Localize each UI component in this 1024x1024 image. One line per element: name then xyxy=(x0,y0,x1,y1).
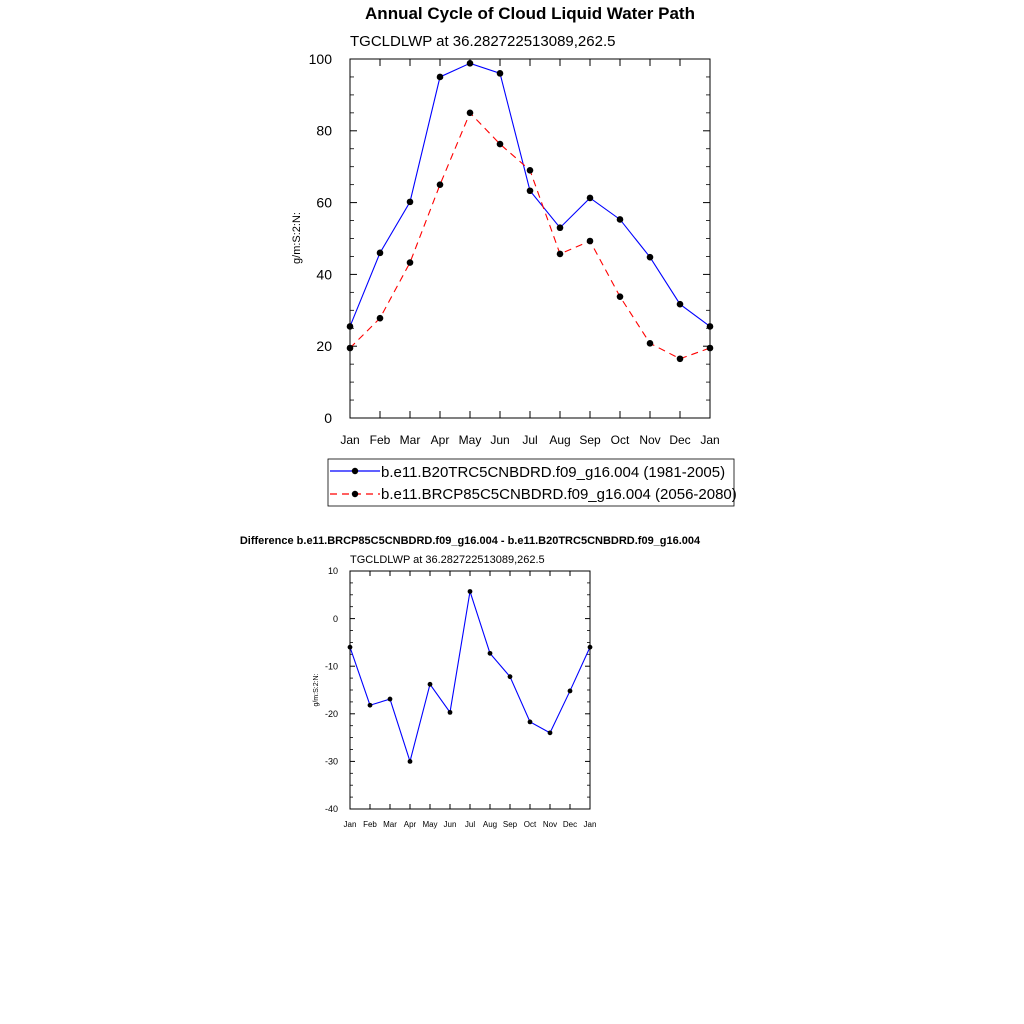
data-point-series-2 xyxy=(647,340,654,347)
x-tick-label: Dec xyxy=(562,820,578,829)
data-point-series-1 xyxy=(377,250,384,257)
y-tick-label: 20 xyxy=(316,338,332,355)
x-tick-label: Oct xyxy=(523,820,537,829)
chart-subtitle: TGCLDLWP at 36.282722513089,262.5 xyxy=(350,33,616,50)
x-tick-label: Feb xyxy=(369,433,391,447)
data-point-series-1 xyxy=(488,651,493,656)
data-point-series-2 xyxy=(587,238,594,245)
x-tick-label: Mar xyxy=(383,820,397,829)
difference-series-markers xyxy=(348,589,593,764)
data-point-series-1 xyxy=(348,645,353,650)
data-point-series-1 xyxy=(388,697,393,702)
data-point-series-1 xyxy=(347,323,354,330)
data-point-series-1 xyxy=(437,74,444,81)
data-point-series-1 xyxy=(557,224,564,231)
y-tick-label: -20 xyxy=(324,708,338,719)
difference-chart-title: Difference b.e11.BRCP85C5CNBDRD.f09_g16.004 - b.e11.B20TRC5CNBDRD.f09_g16.004 xyxy=(239,535,701,547)
y-tick-label: 40 xyxy=(316,266,332,283)
y-tick-label: 0 xyxy=(332,613,338,624)
data-point-series-2 xyxy=(347,345,354,352)
data-point-series-2 xyxy=(677,355,684,362)
y-tick-labels xyxy=(309,51,333,426)
data-point-series-1 xyxy=(408,759,413,764)
data-point-series-1 xyxy=(467,60,474,67)
x-tick-label: Jan xyxy=(340,433,360,447)
data-point-series-1 xyxy=(677,301,684,308)
difference-chart-subtitle: TGCLDLWP at 36.282722513089,262.5 xyxy=(350,554,545,566)
data-point-series-1 xyxy=(527,187,534,194)
difference-y-axis-label: g/m:S:2:N: xyxy=(313,673,320,707)
plot-frame xyxy=(350,59,710,418)
x-tick-label: Jan xyxy=(700,433,720,447)
data-point-series-1 xyxy=(617,216,624,223)
y-tick-label: 60 xyxy=(316,194,332,211)
data-point-series-1 xyxy=(368,703,373,708)
y-tick-label: -40 xyxy=(324,804,338,815)
legend xyxy=(328,459,737,506)
x-tick-label: Dec xyxy=(669,433,691,447)
difference-x-tick-labels xyxy=(344,820,597,829)
x-tick-label: Jan xyxy=(583,820,597,829)
x-tick-label: Oct xyxy=(610,433,630,447)
difference-y-tick-labels xyxy=(325,566,338,814)
x-tick-label: May xyxy=(458,433,482,447)
x-tick-label: Nov xyxy=(639,433,661,447)
x-tick-label: Feb xyxy=(363,820,377,829)
legend-marker-series-1 xyxy=(352,468,358,474)
data-point-series-2 xyxy=(707,345,714,352)
data-point-series-1 xyxy=(587,195,594,202)
data-point-series-1 xyxy=(568,689,573,694)
x-tick-label: Jun xyxy=(443,820,457,829)
legend-label-series-2: b.e11.BRCP85C5CNBDRD.f09_g16.004 (2056-2080) xyxy=(381,486,737,503)
chart-title: Annual Cycle of Cloud Liquid Water Path xyxy=(365,4,695,23)
x-tick-label: Mar xyxy=(399,433,421,447)
legend-marker-series-2 xyxy=(352,491,358,497)
annual-cycle-chart xyxy=(291,4,737,506)
y-tick-label: -10 xyxy=(324,661,338,672)
data-point-series-2 xyxy=(437,181,444,188)
x-tick-label: May xyxy=(422,820,438,829)
data-point-series-1 xyxy=(428,682,433,687)
x-tick-label: Sep xyxy=(502,820,518,829)
legend-label-series-1: b.e11.B20TRC5CNBDRD.f09_g16.004 (1981-2005) xyxy=(381,464,726,481)
series-markers xyxy=(347,60,714,362)
difference-axis-ticks xyxy=(350,571,590,809)
series-line-1 xyxy=(350,63,710,326)
data-point-series-1 xyxy=(508,674,513,679)
y-axis-label: g/m:S:2:N: xyxy=(291,212,303,264)
data-point-series-1 xyxy=(528,719,533,724)
x-tick-label: Sep xyxy=(579,433,601,447)
data-point-series-2 xyxy=(407,259,414,266)
data-point-series-2 xyxy=(467,110,474,117)
data-point-series-1 xyxy=(468,589,473,594)
data-point-series-1 xyxy=(588,645,593,650)
x-tick-label: Jan xyxy=(343,820,357,829)
x-tick-labels xyxy=(340,433,719,447)
x-tick-label: Apr xyxy=(430,433,450,447)
x-tick-label: Jul xyxy=(522,433,538,447)
series-line-2 xyxy=(350,113,710,359)
difference-plot-frame xyxy=(350,571,590,809)
difference-chart xyxy=(240,535,701,829)
y-tick-label: 100 xyxy=(308,50,332,67)
x-tick-label: Apr xyxy=(403,820,417,829)
y-tick-label: 0 xyxy=(324,409,332,426)
data-point-series-1 xyxy=(707,323,714,330)
data-point-series-1 xyxy=(448,710,453,715)
data-point-series-1 xyxy=(407,199,414,206)
series-line-1 xyxy=(350,591,590,761)
data-point-series-1 xyxy=(497,70,504,77)
x-tick-label: Aug xyxy=(482,820,498,829)
x-tick-label: Jun xyxy=(490,433,510,447)
x-tick-label: Aug xyxy=(549,433,571,447)
data-point-series-2 xyxy=(497,141,504,148)
data-point-series-2 xyxy=(527,167,534,174)
difference-series-lines xyxy=(350,591,590,761)
x-tick-label: Nov xyxy=(542,820,558,829)
x-tick-label: Jul xyxy=(464,820,476,829)
series-lines xyxy=(350,63,710,358)
y-tick-label: 10 xyxy=(327,566,338,577)
y-tick-label: 80 xyxy=(316,122,332,139)
axis-ticks xyxy=(350,59,710,418)
data-point-series-2 xyxy=(377,315,384,322)
data-point-series-2 xyxy=(557,251,564,258)
data-point-series-1 xyxy=(548,730,553,735)
data-point-series-1 xyxy=(647,254,654,261)
data-point-series-2 xyxy=(617,293,624,300)
y-tick-label: -30 xyxy=(324,756,338,767)
